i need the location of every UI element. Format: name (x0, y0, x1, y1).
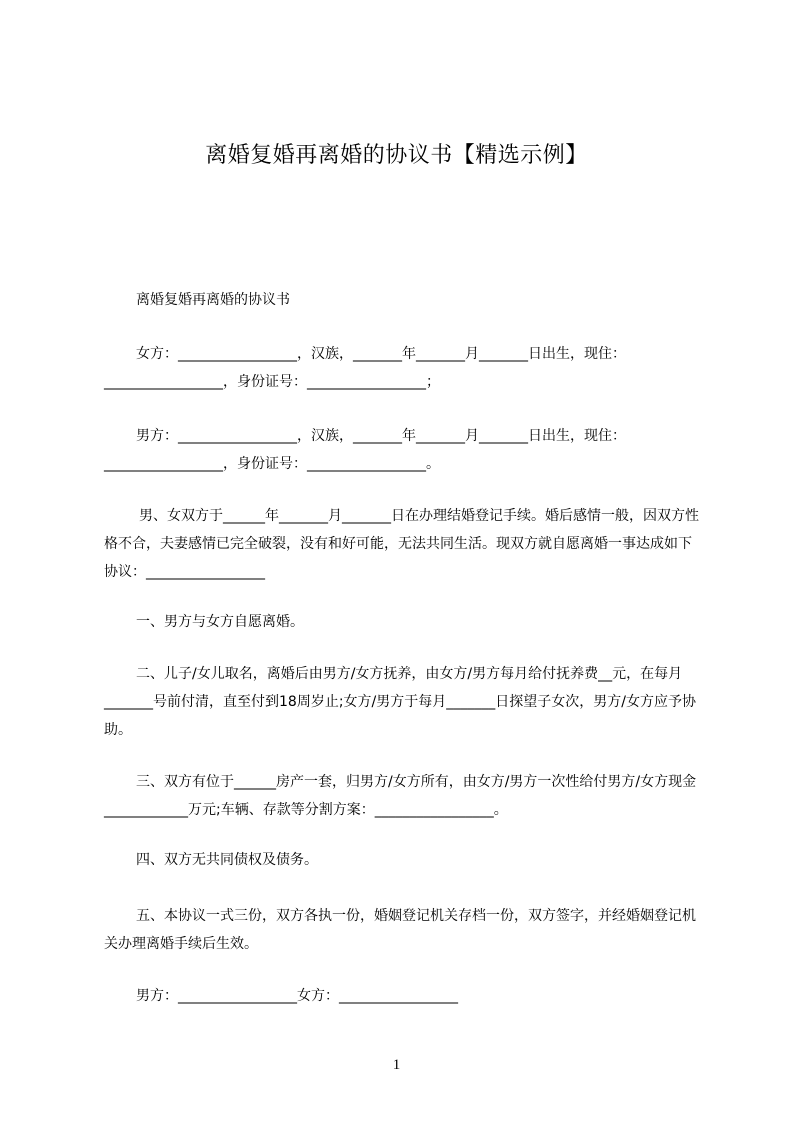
document-title: 离婚复婚再离婚的协议书【精选示例】 (205, 143, 588, 168)
clause-5-paragraph: 五、本协议一式三份，双方各执一份，婚姻登记机关存档一份，双方签字，并经婚姻登记机关办理离婚手续后生效。 (104, 908, 696, 952)
clause-4-paragraph: 四、双方无共同债权及债务。 (136, 852, 318, 868)
document-subtitle: 离婚复婚再离婚的协议书 (136, 292, 290, 308)
clause-2-paragraph: 二、儿子/女儿取名，离婚后由男方/女方抚养，由女方/男方每月给付抚养费__元，在每月_______号前付清，直至付到18周岁止;女方/男方于每月_______日探望子女次，男方/女方应予协助。 (104, 666, 696, 738)
female-party-paragraph: 女方：_________________，汉族，_______年_______月_______日出生，现住：_________________，身份证号：_________________； (104, 346, 626, 390)
clause-1-paragraph: 一、男方与女方自愿离婚。 (136, 614, 304, 630)
clause-3-paragraph: 三、双方有位于______房产一套，归男方/女方所有，由女方/男方一次性给付男方/女方现金____________万元;车辆、存款等分割方案：_________________。 (104, 774, 697, 818)
signature-line: 男方：_________________女方：_________________ (136, 988, 458, 1004)
page-number: 1 (392, 1057, 401, 1073)
background-paragraph: 男、女双方于______年_______月_______日在办理结婚登记手续。婚后感情一般，因双方性格不合，夫妻感情已完全破裂，没有和好可能，无法共同生活。现双方就自愿离婚一事达成如下协议：_________________ (104, 508, 699, 580)
male-party-paragraph: 男方：_________________，汉族，_______年_______月_______日出生，现住：_________________，身份证号：_________________。 (104, 428, 626, 472)
